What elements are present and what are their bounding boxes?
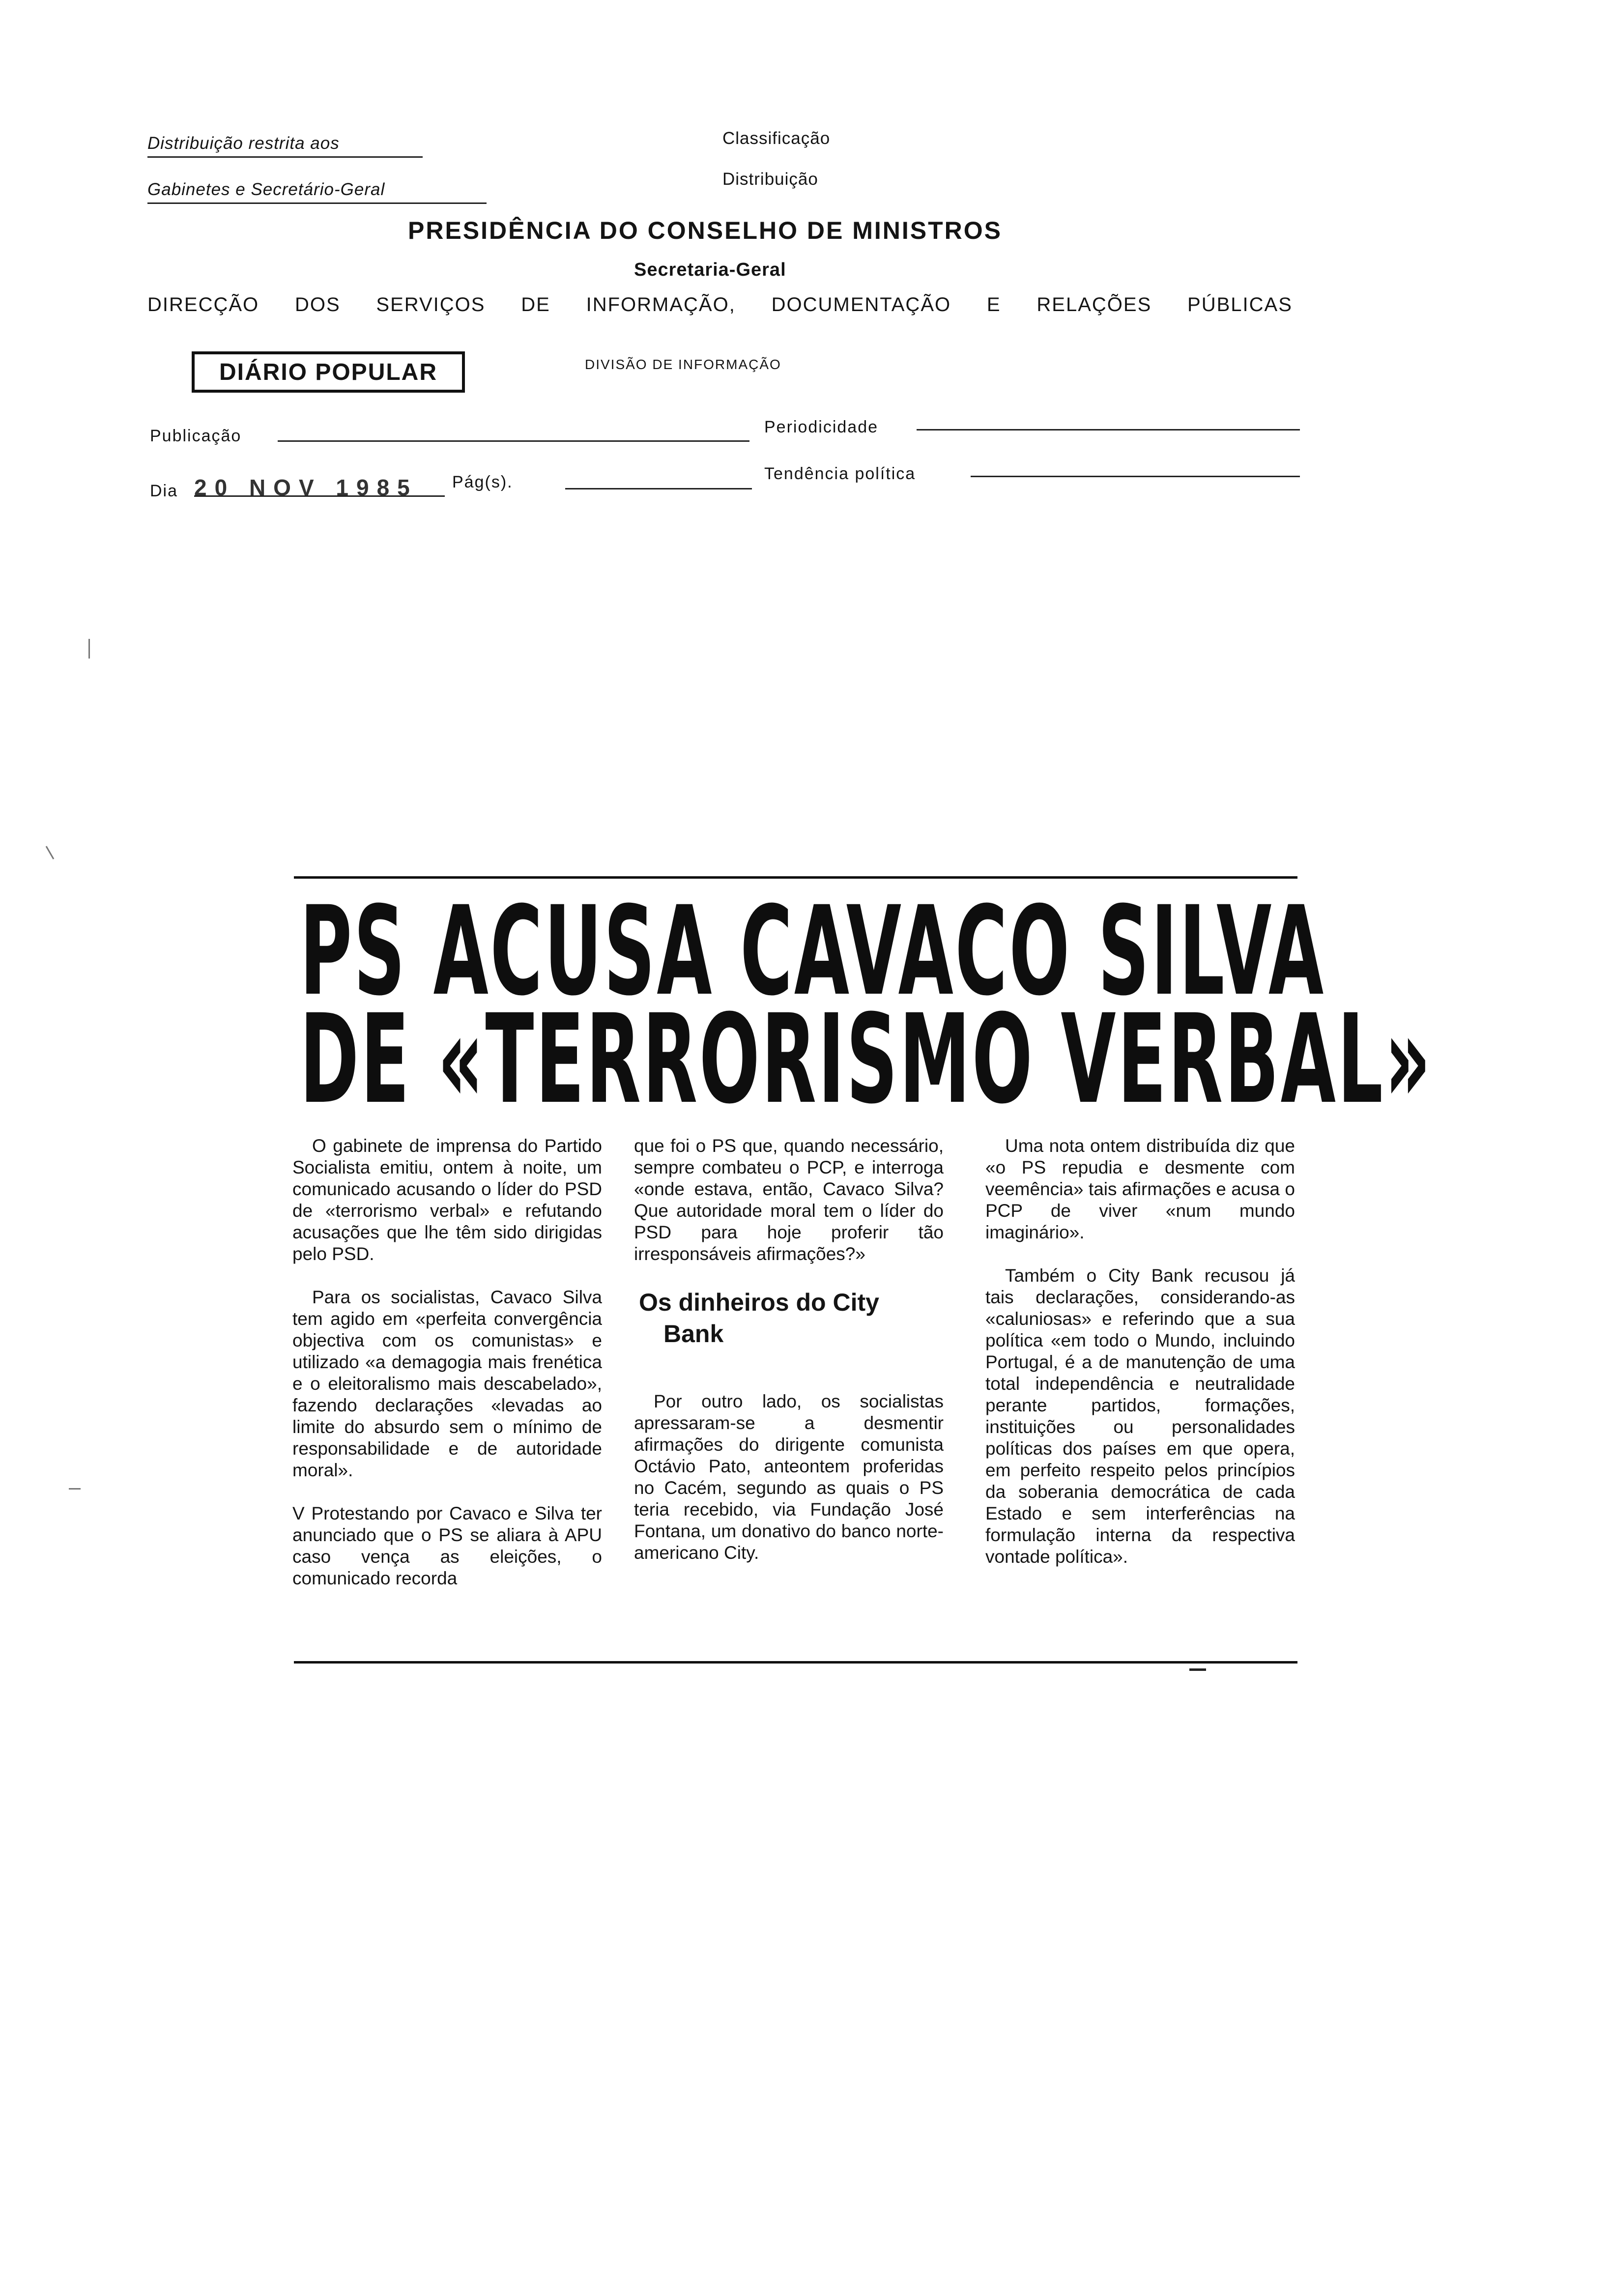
periodicidade-label: Periodicidade <box>764 418 879 436</box>
direccao-word: DOCUMENTAÇÃO <box>771 294 951 316</box>
article-paragraph: V Protestando por Cavaco e Silva ter anunciado que o PS se aliara à APU caso vença as eleições, o comunicado recorda <box>292 1503 602 1588</box>
periodicidade-line <box>917 429 1300 430</box>
dia-label: Dia <box>150 482 178 500</box>
restricted-distribution-line-2: Gabinetes e Secretário-Geral <box>147 180 385 199</box>
direccao-word: E <box>986 294 1001 316</box>
page-subtitle: Secretaria-Geral <box>634 259 786 280</box>
article-bottom-rule <box>294 1661 1297 1664</box>
underline <box>147 156 423 158</box>
subheading-line-1: Os dinheiros do City <box>639 1289 879 1316</box>
date-value: 20 NOV 1985 <box>194 475 418 500</box>
direccao-word: DOS <box>294 294 341 316</box>
direccao-word: DIRECÇÃO <box>147 294 259 316</box>
article-column-1 <box>292 1135 602 1589</box>
direccao-word: PÚBLICAS <box>1187 294 1293 316</box>
scan-speck <box>46 846 55 859</box>
direccao-word: RELAÇÕES <box>1036 294 1152 316</box>
headline-line-2: DE «TERRORISMO VERBAL» <box>300 988 1433 1131</box>
scan-speck <box>88 639 90 659</box>
article-paragraph: Uma nota ontem distribuída diz que «o PS repudia e desmente com veemência» tais afirmações e acusa o PCP de viver «num mundo imaginário». <box>985 1136 1295 1242</box>
article-paragraph: Por outro lado, os socialistas apressaram-se a desmentir afirmações do dirigente comunista Octávio Pato, anteontem proferidas no Cacém, segundo as quais o PS teria recebido, via Fundação José Fontana, um donativo do banco norte-americano City. <box>634 1391 944 1563</box>
article-paragraph: Para os socialistas, Cavaco Silva tem agido em «perfeita convergência objectiva com os comunistas» e utilizado «a demagogia mais frenética e o eleitoralismo mais descabelado», fazendo declarações «levadas ao limite do absurdo sem o mínimo de responsabilidade e de autoridade moral». <box>292 1287 602 1480</box>
distribuicao-label: Distribuição <box>722 170 818 189</box>
headline-line-1: PS ACUSA CAVACO SILVA <box>300 880 1325 1023</box>
classificacao-label: Classificação <box>722 129 831 148</box>
article-column-3 <box>985 1135 1295 1568</box>
underline <box>147 202 487 204</box>
article-paragraph: que foi o PS que, quando necessário, sempre combateu o PCP, e interroga «onde estava, então, Cavaco Silva? Que autoridade moral tem o líder do PSD para hoje proferir tão irresponsáveis afirmações?» <box>634 1136 944 1264</box>
direccao-word: DE <box>521 294 550 316</box>
publicacao-label: Publicação <box>150 427 242 445</box>
tendencia-label: Tendência política <box>764 464 916 483</box>
end-mark <box>1189 1668 1206 1671</box>
pags-line <box>565 488 752 489</box>
restricted-distribution-line-1: Distribuição restrita aos <box>147 134 340 153</box>
tendencia-line <box>971 476 1300 477</box>
direccao-word: INFORMAÇÃO, <box>586 294 736 316</box>
article-paragraph: Também o City Bank recusou já tais declarações, considerando-as «caluniosas» e referindo que a sua política «em todo o Mundo, incluindo Portugal, é a de manutenção de uma total independência e neutralidade perante partidos, formações, instituições ou personalidades políticas dos países em que opera, em perfeito respeito pelos princípios da soberania democrática de cada Estado e sem interferências na formulação interna da respectiva vontade política». <box>985 1265 1295 1567</box>
pags-label: Pág(s). <box>452 473 513 491</box>
direccao-line <box>147 294 1293 316</box>
article-subheading <box>634 1287 944 1349</box>
direccao-word: SERVIÇOS <box>376 294 486 316</box>
divisao-label: DIVISÃO DE INFORMAÇÃO <box>585 357 781 372</box>
subheading-line-2: Bank <box>663 1320 724 1348</box>
publicacao-line <box>278 440 749 442</box>
page-title: PRESIDÊNCIA DO CONSELHO DE MINISTROS <box>408 217 1003 244</box>
publication-stamp: DIÁRIO POPULAR <box>192 351 465 393</box>
article-paragraph: O gabinete de imprensa do Partido Socialista emitiu, ontem à noite, um comunicado acusando o líder do PSD de «terrorismo verbal» e refutando acusações que lhe têm sido dirigidas pelo PSD. <box>292 1136 602 1264</box>
article-top-rule <box>294 876 1297 879</box>
scan-speck <box>69 1488 81 1490</box>
article-column-2 <box>634 1135 944 1564</box>
